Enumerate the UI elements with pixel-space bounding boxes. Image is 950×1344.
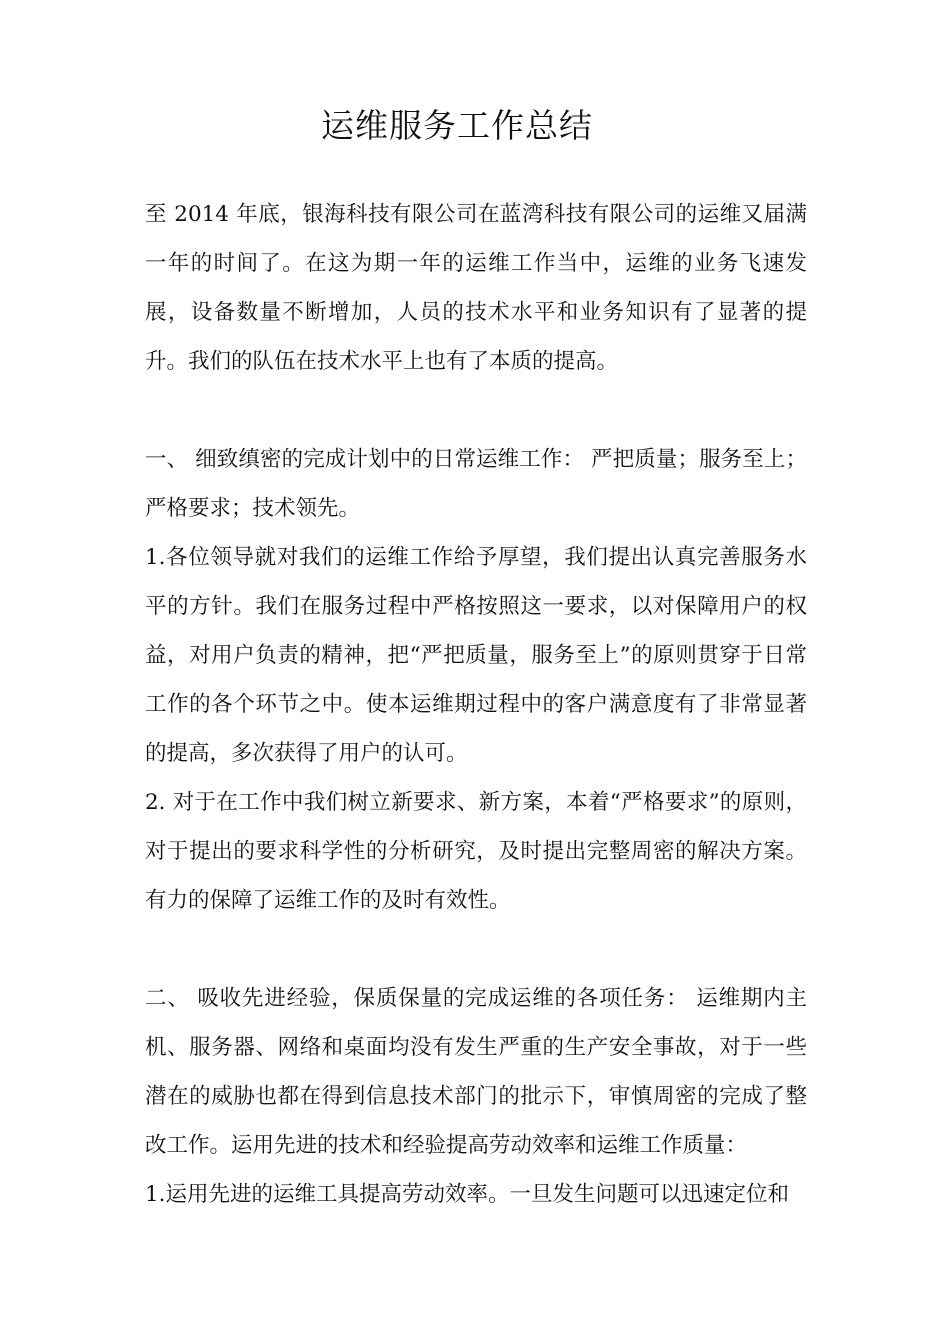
section-2-item-1: 1.运用先进的运维工具提高劳动效率。一旦发生问题可以迅速定位和 [145,1182,790,1207]
section-1-heading: 一、 细致缜密的完成计划中的日常运维工作： 严把质量；服务至上；严格要求；技术领先。 [145,447,807,521]
section-1-item-1: 1.各位领导就对我们的运维工作给予厚望，我们提出认真完善服务水平的方针。我们在服务过程中严格按照这一要求，以对保障用户的权益，对用户负责的精神，把“严把质量，服务至上”的原则贯穿于日常工作的各个环节之中。使本运维期过程中的客户满意度有了非常显著的提高，多次获得了用户的认可。 [145,545,807,766]
paragraph-spacer [145,925,807,974]
intro-paragraph: 至 2014 年底，银海科技有限公司在蓝湾科技有限公司的运维又届满一年的时间了。在这为期一年的运维工作当中，运维的业务飞速发展，设备数量不断增加，人员的技术水平和业务知识有了显著的提升。我们的队伍在技术水平上也有了本质的提高。 [145,202,807,374]
paragraph-spacer [145,386,807,435]
document-title: 运维服务工作总结 [321,106,593,145]
section-1-item-2: 2. 对于在工作中我们树立新要求、新方案，本着“严格要求”的原则，对于提出的要求科学性的分析研究，及时提出完整周密的解决方案。有力的保障了运维工作的及时有效性。 [145,790,807,913]
section-2-heading: 二、 吸收先进经验，保质保量的完成运维的各项任务： 运维期内主机、服务器、网络和桌面均没有发生严重的生产安全事故，对于一些潜在的威胁也都在得到信息技术部门的批示下，审慎周密的完成了整改工作。运用先进的技术和经验提高劳动效率和运维工作质量： [145,986,807,1158]
document-body [145,190,807,1219]
